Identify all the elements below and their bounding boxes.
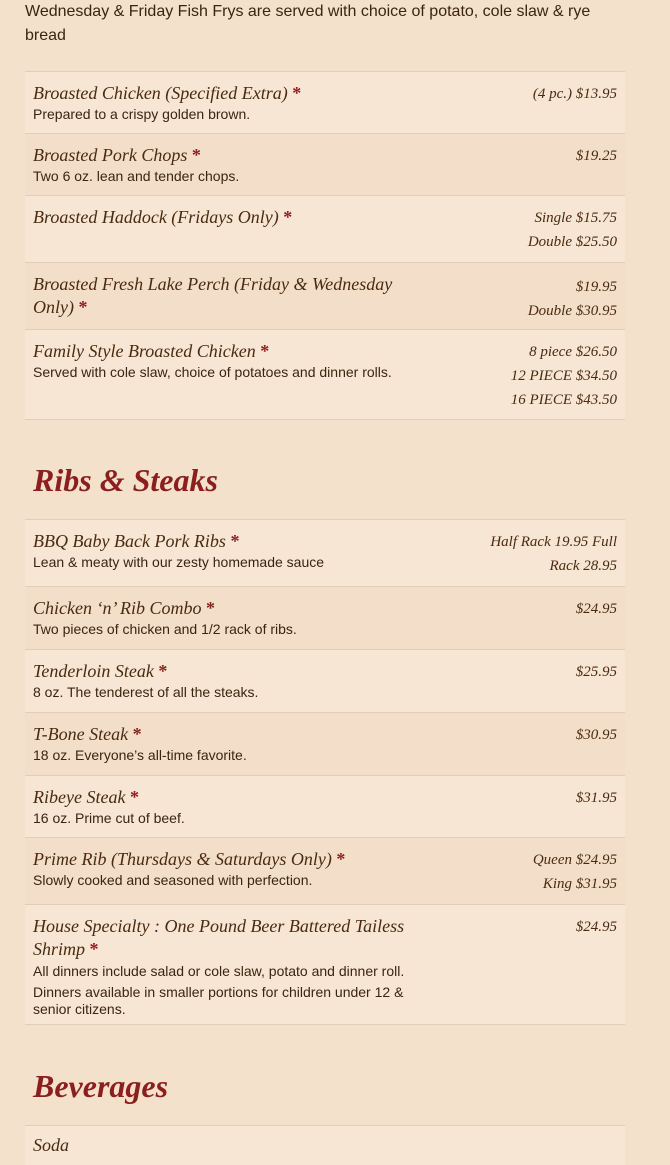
star-mark: * [230, 531, 240, 551]
broasted-menu-list [25, 71, 625, 420]
item-name: Broasted Pork Chops * [33, 145, 201, 165]
item-description: Lean & meaty with our zesty homemade sauce [33, 554, 325, 570]
item-prices: 8 piece $26.50 12 PIECE $34.50 16 PIECE $43.50 [510, 344, 617, 408]
item-name: Broasted Chicken (Specified Extra) * [33, 83, 302, 103]
star-mark: * [283, 207, 293, 227]
item-name: BBQ Baby Back Pork Ribs * [33, 531, 240, 551]
item-name: Chicken ‘n’ Rib Combo * [33, 598, 215, 618]
menu-item [25, 262, 625, 329]
item-prices: $19.25 [575, 148, 617, 164]
item-name: Tenderloin Steak * [33, 661, 168, 681]
item-prices: $25.95 [575, 664, 617, 680]
menu-item [25, 586, 625, 649]
menu-item [25, 712, 625, 775]
menu-item [25, 837, 625, 904]
item-name: T-Bone Steak * [33, 724, 142, 744]
item-name: Broasted Fresh Lake Perch (Friday & Wednesday Only) * [33, 274, 393, 317]
fish-fry-note: Wednesday & Friday Fish Frys are served with choice of potato, cole slaw & rye bread [25, 3, 591, 44]
star-mark: * [132, 724, 142, 744]
item-prices: (4 pc.) $13.95 [532, 86, 617, 102]
star-mark: * [191, 145, 201, 165]
item-description: 8 oz. The tenderest of all the steaks. [33, 684, 259, 700]
star-mark: * [205, 598, 215, 618]
item-description: All dinners include salad or cole slaw, potato and dinner roll. [33, 963, 405, 979]
item-name: Soda [33, 1135, 69, 1155]
item-name: Family Style Broasted Chicken * [33, 341, 270, 361]
star-mark: * [129, 787, 139, 807]
menu-item [25, 649, 625, 712]
star-mark: * [260, 341, 270, 361]
menu-item [25, 1125, 625, 1165]
item-description: Slowly cooked and seasoned with perfection. [33, 872, 313, 888]
item-description-note: Dinners available in smaller portions for children under 12 & senior citizens. [33, 984, 404, 1017]
item-prices: Single $15.75 Double $25.50 [527, 210, 617, 250]
menu-item [25, 519, 625, 586]
item-description: Prepared to a crispy golden brown. [33, 106, 251, 122]
item-name: Broasted Haddock (Fridays Only) * [33, 207, 293, 227]
section-title-beverages: Beverages [33, 1068, 169, 1104]
section-title-ribs: Ribs & Steaks [33, 462, 218, 498]
ribs-menu-list [25, 519, 625, 1025]
item-prices: $24.95 [575, 601, 617, 617]
item-description: 16 oz. Prime cut of beef. [33, 810, 185, 826]
star-mark: * [292, 83, 302, 103]
star-mark: * [336, 849, 346, 869]
menu-item [25, 133, 625, 195]
item-prices: Half Rack 19.95 Full Rack 28.95 [490, 534, 617, 574]
item-prices: $24.95 [575, 919, 617, 935]
item-description: Served with cole slaw, choice of potatoes and dinner rolls. [33, 364, 392, 380]
item-prices: $30.95 [575, 727, 617, 743]
item-description: Two 6 oz. lean and tender chops. [33, 168, 240, 184]
star-mark: * [78, 297, 88, 317]
item-description: 18 oz. Everyone’s all-time favorite. [33, 747, 247, 763]
item-prices: Queen $24.95 King $31.95 [532, 852, 617, 892]
menu-item [25, 195, 625, 262]
menu-item [25, 904, 625, 1025]
beverages-menu-list [25, 1125, 625, 1165]
item-name: Prime Rib (Thursdays & Saturdays Only) * [33, 849, 346, 869]
item-name: House Specialty : One Pound Beer Battered Tailess Shrimp * [33, 916, 405, 959]
menu-item [25, 775, 625, 837]
item-prices: $31.95 [575, 790, 617, 806]
star-mark: * [158, 661, 168, 681]
item-description: Two pieces of chicken and 1/2 rack of ribs. [33, 621, 297, 637]
item-name: Ribeye Steak * [33, 787, 139, 807]
menu-item [25, 71, 625, 133]
menu-item [25, 329, 625, 420]
star-mark: * [89, 939, 99, 959]
item-prices: $19.95 Double $30.95 [527, 279, 617, 319]
